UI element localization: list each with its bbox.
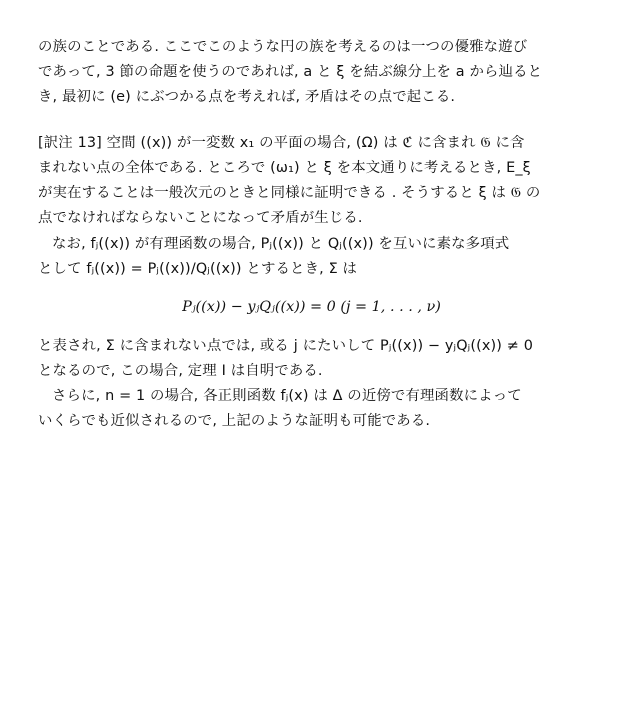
paragraph3-line-2: となるので, この場合, 定理 I は自明である.	[38, 363, 323, 379]
paragraph2-line-1: なお, fⱼ((x)) が有理函数の場合, Pⱼ((x)) と Qⱼ((x)) を互いに素な多項式	[52, 236, 510, 252]
note13-line-1: [訳注 13] 空間 ((x)) が一変数 x₁ の平面の場合, (Ω) は ℭ に含まれ 𝔊 に含	[38, 135, 525, 151]
note13-line-2: まれない点の全体である. ところで (ω₁) と ξ を本文通りに考えるとき, E_ξ	[38, 160, 531, 176]
paragraph4-line-2: いくらでも近似されるので, 上記のような証明も可能である.	[38, 413, 431, 429]
paragraph1-line-1: の族のことである. ここでこのような円の族を考えるのは一つの優雅な遊び	[38, 39, 528, 55]
paragraph1-line-2: であって, 3 節の命題を使うのであれば, a と ξ を結ぶ線分上を a から辿ると	[38, 64, 543, 80]
display-equation: Pⱼ((x)) − yⱼQⱼ((x)) = 0 (j = 1, . . . , ν)	[182, 299, 441, 315]
paragraph4-line-1: さらに, n = 1 の場合, 各正則函数 fⱼ(x) は Δ の近傍で有理函数によって	[52, 388, 522, 404]
paragraph1-line-3: き, 最初に (e) にぶつかる点を考えれば, 矛盾はその点で起こる.	[38, 89, 456, 105]
paragraph3-line-1: と表され, Σ に含まれない点では, 或る j にたいして Pⱼ((x)) − yⱼQⱼ((x)) ≠ 0	[38, 338, 534, 354]
paragraph2-line-2: として fⱼ((x)) = Pⱼ((x))/Qⱼ((x)) とするとき, Σ は	[38, 261, 358, 277]
note13-line-4: 点でなければならないことになって矛盾が生じる.	[38, 210, 363, 226]
note13-line-3: が実在することは一般次元のときと同様に証明できる . そうすると ξ は 𝔊 の	[38, 185, 541, 201]
